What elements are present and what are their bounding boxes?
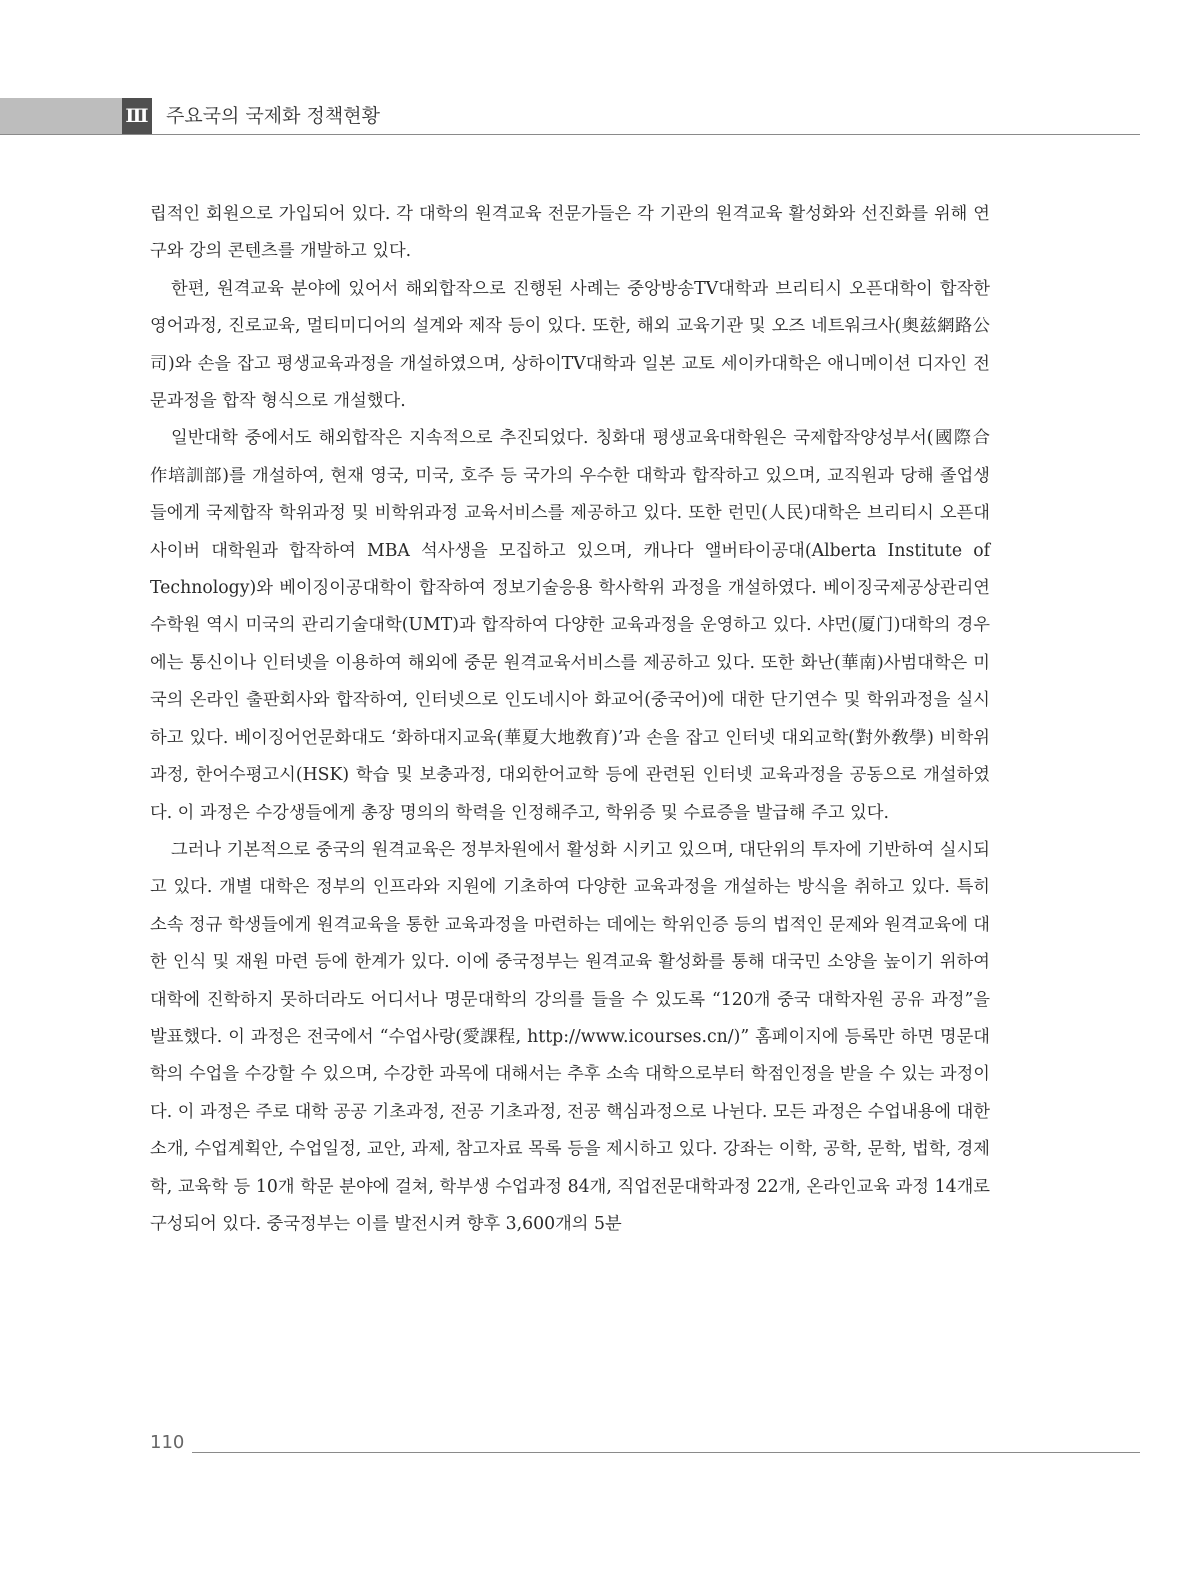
paragraph: 그러나 기본적으로 중국의 원격교육은 정부차원에서 활성화 시키고 있으며, 대단위의 투자에 기반하여 실시되고 있다. 개별 대학은 정부의 인프라와 지원에 기초하여 다양한 교육과정을 개설하는 방식을 취하고 있다. 특히 소속 정규 학생들에게 원격교육을 통한 교육과정을 마련하는 데에는 학위인증 등의 법적인 문제와 원격교육에 대한 인식 및 재원 마련 등에 한계가 있다. 이에 중국정부는 원격교육 활성화를 통해 대국민 소양을 높이기 위하여 대학에 진학하지 못하더라도 어디서나 명문대학의 강의를 들을 수 있도록 “120개 중국 대학자원 공유 과정”을 발표했다. 이 과정은 전국에서 “수업사랑(愛課程, http://www.icourses.cn/)” 홈페이지에 등록만 하면 명문대학의 수업을 수강할 수 있으며, 수강한 과목에 대해서는 추후 소속 대학으로부터 학점인정을 받을 수 있는 과정이다. 이 과정은 주로 대학 공공 기초과정, 전공 기초과정, 전공 핵심과정으로 나뉜다. 모든 과정은 수업내용에 대한 소개, 수업계획안, 수업일정, 교안, 과제, 참고자료 목록 등을 제시하고 있다. 강좌는 이학, 공학, 문학, 법학, 경제학, 교육학 등 10개 학문 분야에 걸쳐, 학부생 수업과정 84개, 직업전문대학과정 22개, 온라인교육 과정 14개로 구성되어 있다. 중국정부는 이를 발전시켜 향후 3,600개의 5분 [150,839,990,1234]
body-text [150,196,990,1243]
page-footer [0,1430,1182,1460]
chapter-title: 주요국의 국제화 정책현황 [166,105,380,127]
paragraph-continued: 립적인 회원으로 가입되어 있다. 각 대학의 원격교육 전문가들은 각 기관의 원격교육 활성화와 선진화를 위해 연구와 강의 콘텐츠를 개발하고 있다. [150,204,990,262]
header-rule [0,134,1140,135]
chapter-numeral: Ⅲ [122,98,152,135]
running-header [0,98,1182,138]
paragraph: 일반대학 중에서도 해외합작은 지속적으로 추진되었다. 칭화대 평생교육대학원은 국제합작양성부서(國際合作培訓部)를 개설하여, 현재 영국, 미국, 호주 등 국가의 우수한 대학과 합작하고 있으며, 교직원과 당해 졸업생들에게 국제합작 학위과정 및 비학위과정 교육서비스를 제공하고 있다. 또한 런민(人民)대학은 브리티시 오픈대 사이버 대학원과 합작하여 MBA 석사생을 모집하고 있으며, 캐나다 앨버타이공대(Alberta Institute of Technology)와 베이징이공대학이 합작하여 정보기술응용 학사학위 과정을 개설하였다. 베이징국제공상관리연수학원 역시 미국의 관리기술대학(UMT)과 합작하여 다양한 교육과정을 운영하고 있다. 샤먼(厦门)대학의 경우에는 통신이나 인터넷을 이용하여 해외에 중문 원격교육서비스를 제공하고 있다. 또한 화난(華南)사범대학은 미국의 온라인 출판회사와 합작하여, 인터넷으로 인도네시아 화교어(중국어)에 대한 단기연수 및 학위과정을 실시하고 있다. 베이징어언문화대도 ‘화하대지교육(華夏大地敎育)’과 손을 잡고 인터넷 대외교학(對外敎學) 비학위과정, 한어수평고시(HSK) 학습 및 보충과정, 대외한어교학 등에 관련된 인터넷 교육과정을 공동으로 개설하였다. 이 과정은 수강생들에게 총장 명의의 학력을 인정해주고, 학위증 및 수료증을 발급해 주고 있다. [150,428,990,823]
paragraph: 한편, 원격교육 분야에 있어서 해외합작으로 진행된 사례는 중앙방송TV대학과 브리티시 오픈대학이 합작한 영어과정, 진로교육, 멀티미디어의 설계와 제작 등이 있다. 또한, 해외 교육기관 및 오즈 네트워크사(奥兹網路公司)와 손을 잡고 평생교육과정을 개설하였으며, 상하이TV대학과 일본 교토 세이카대학은 애니메이션 디자인 전문과정을 합작 형식으로 개설했다. [150,278,990,412]
footer-rule [192,1452,1140,1453]
header-bar [0,98,122,135]
page-number: 110 [150,1432,185,1453]
